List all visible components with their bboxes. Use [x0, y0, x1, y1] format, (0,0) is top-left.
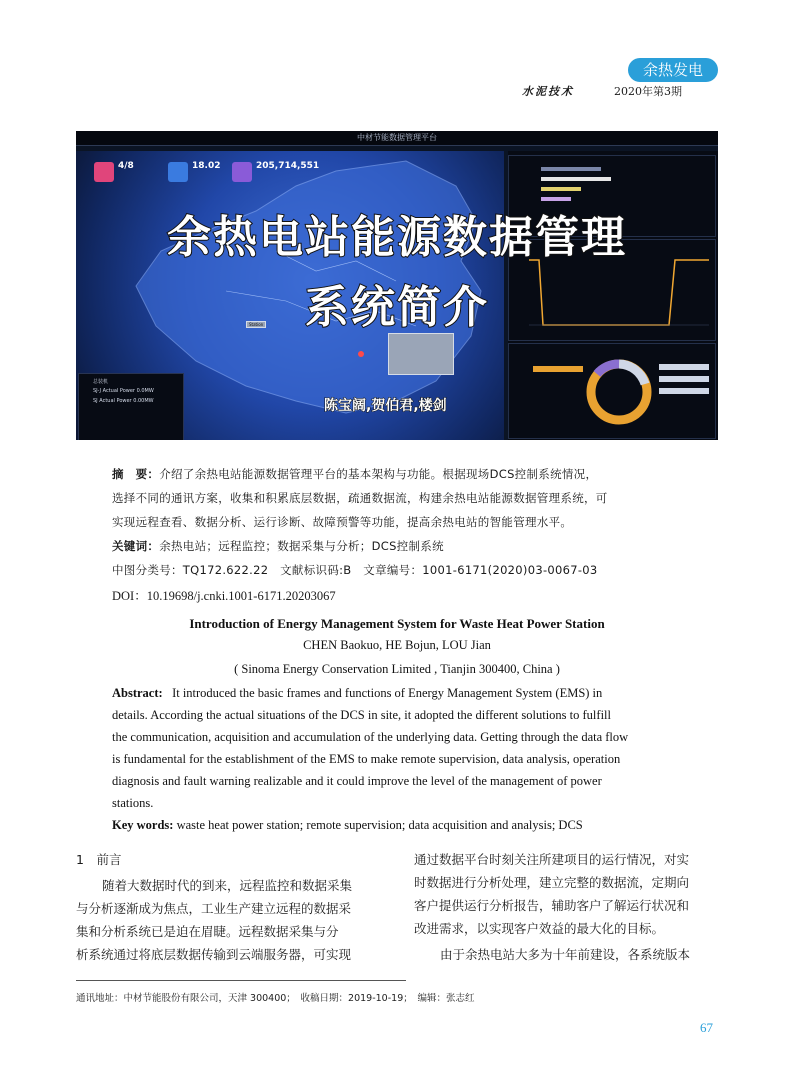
- map-station-label[interactable]: Station: [246, 321, 266, 328]
- keywords-cn-label: 关键词：: [112, 539, 160, 553]
- english-abstract-line: diagnosis and fault warning realizable and it could improve the level of the management of power: [112, 774, 602, 788]
- body-line: 析系统通过将底层数据传输到云端服务器，可实现: [76, 947, 352, 962]
- english-keywords-text: waste heat power station; remote supervision; data acquisition and analysis; DCS: [176, 818, 583, 832]
- power-icon: [168, 162, 188, 182]
- dashboard-title: 中材节能数据管理平台: [357, 133, 437, 142]
- kpi-value: 18.02: [192, 161, 221, 171]
- english-keywords: [112, 818, 583, 833]
- english-abstract-line: details. According the actual situations of the DCS in site, it adopted the different solutions to fulfill: [112, 708, 611, 722]
- journal-header: [522, 80, 762, 102]
- donut-chart-panel: [508, 343, 716, 439]
- abstract-cn-line: 选择不同的通讯方案，收集和积累底层数据，疏通数据流，构建余热电站能源数据管理系统，可: [112, 491, 608, 505]
- energy-icon: [232, 162, 252, 182]
- english-abstract-line: is fundamental for the establishment of the EMS to make remote supervision, data analysis, operation: [112, 752, 621, 766]
- body-line: 与分析逐渐成为焦点，工业生产建立远程的数据采: [76, 901, 352, 916]
- english-abstract-text: It introduced the basic frames and functions of Energy Management System (EMS) in: [172, 686, 603, 700]
- english-abstract-line: stations.: [112, 796, 154, 810]
- footnote: 通讯地址：中材节能股份有限公司，天津 300400； 收稿日期：2019-10-19； 编辑：张志红: [76, 993, 475, 1004]
- journal-name: 水泥技术: [522, 85, 574, 98]
- doi-line[interactable]: DOI：10.19698/j.cnki.1001-6171.20203067: [112, 589, 336, 603]
- kpi-value: 205,714,551: [256, 161, 320, 171]
- map-popup: [388, 333, 454, 375]
- body-line: 由于余热电站大多为十年前建设，各系统版本: [440, 947, 691, 962]
- hero-image: [76, 131, 718, 440]
- classification-line: 中图分类号：TQ172.622.22 文献标识码:B 文章编号：1001-6171(2020)03-0067-03: [112, 563, 598, 577]
- bar-row: [513, 176, 713, 182]
- english-affiliation: ( Sinoma Energy Conservation Limited , Tianjin 300400, China ): [234, 662, 560, 676]
- donut-chart: [509, 344, 715, 438]
- home-icon: [94, 162, 114, 182]
- bar: [541, 177, 611, 181]
- english-abstract-label: Abstract:: [112, 686, 163, 700]
- legend-row: SJ Actual Power 0.00MW: [93, 398, 154, 404]
- english-title: Introduction of Energy Management System for Waste Heat Power Station: [189, 616, 605, 631]
- kpi-energy: [232, 161, 372, 183]
- body-line: 集和分析系统已是迫在眉睫。远程数据采集与分: [76, 924, 339, 939]
- abstract-cn-label: 摘 要：: [112, 467, 160, 481]
- bar-row: [513, 166, 713, 172]
- bar: [541, 167, 601, 171]
- keywords-cn: [112, 538, 444, 554]
- keywords-cn-text: 余热电站；远程监控；数据采集与分析；DCS控制系统: [159, 539, 444, 553]
- page-number: 67: [700, 1020, 713, 1035]
- kpi-value: 4/8: [118, 161, 134, 171]
- body-line: 通过数据平台时刻关注所建项目的运行情况，对实: [414, 852, 690, 867]
- bar: [541, 187, 581, 191]
- legend-panel: [78, 373, 184, 440]
- article-title-line1: 余热电站能源数据管理: [167, 212, 627, 263]
- legend-row: 总装机: [93, 379, 109, 385]
- body-line: 客户提供运行分析报告，辅助客户了解运行状况和: [414, 898, 690, 913]
- abstract-cn-text: 介绍了余热电站能源数据管理平台的基本架构与功能。根据现场DCS控制系统情况，: [159, 467, 598, 481]
- bar-row: [513, 186, 713, 192]
- footnote-divider: [76, 980, 406, 981]
- section-tag: 余热发电: [628, 58, 718, 82]
- article-authors: 陈宝阔,贺伯君,楼剑: [324, 398, 447, 414]
- body-line: 随着大数据时代的到来，远程监控和数据采集: [102, 878, 353, 893]
- article-title-line2: 系统简介: [305, 282, 489, 333]
- kpi-bar: [82, 153, 502, 193]
- abstract-cn-line: [112, 466, 597, 482]
- dashboard-topbar: [76, 131, 718, 146]
- journal-issue: 2020年第3期: [614, 85, 682, 98]
- english-abstract-line: the communication, acquisition and accumulation of the underlying data. Getting through the data flow: [112, 730, 629, 744]
- section-heading: 1 前言: [76, 852, 122, 867]
- body-line: 改进需求，以实现客户效益的最大化的目标。: [414, 921, 665, 936]
- abstract-cn-line: 实现远程查看、数据分析、运行诊断、故障预警等功能，提高余热电站的智能管理水平。: [112, 515, 573, 529]
- legend-row: SJ-J Actual Power 0.0MW: [93, 388, 154, 394]
- english-keywords-label: Key words:: [112, 818, 174, 832]
- english-authors: CHEN Baokuo, HE Bojun, LOU Jian: [303, 638, 491, 652]
- english-abstract-line: [112, 686, 602, 701]
- body-line: 时数据进行分析处理，建立完整的数据流，定期向: [414, 875, 690, 890]
